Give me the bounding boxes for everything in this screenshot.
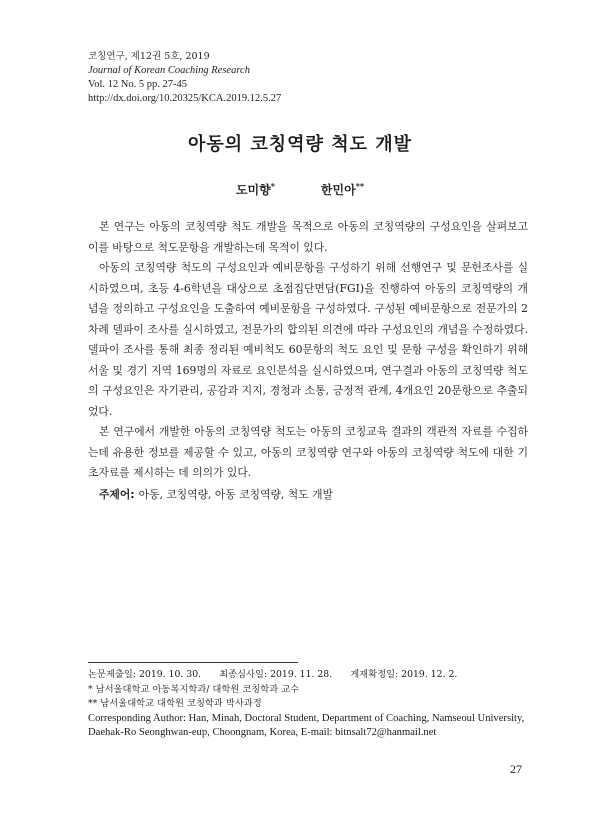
footnote-divider xyxy=(88,662,298,663)
submitted-date: 논문제출일: 2019. 10. 30. xyxy=(88,669,202,680)
footnotes xyxy=(88,668,538,741)
paper-title: 아동의 코칭역량 척도 개발 xyxy=(187,134,413,155)
corresponding-author-line-1: Corresponding Author: Han, Minah, Doctoral Student, Department of Coaching, Namseoul University, xyxy=(88,712,525,724)
journal-name-korean: 코칭연구, 제12권 5호, 2019 xyxy=(88,51,210,62)
keywords xyxy=(99,487,333,502)
page-number: 27 xyxy=(510,762,522,776)
author-line xyxy=(0,181,600,198)
doi-link[interactable]: http://dx.doi.org/10.20325/KCA.2019.12.5.27 xyxy=(88,93,282,104)
keywords-text: 아동, 코칭역량, 아동 코칭역량, 척도 개발 xyxy=(138,488,333,501)
journal-volume: Vol. 12 No. 5 pp. 27-45 xyxy=(88,79,187,90)
abstract-paragraph-2: 아동의 코칭역량 척도의 구성요인과 예비문항을 구성하기 위해 선행연구 및 문헌조사를 실시하였으며, 초등 4-6학년을 대상으로 초점집단면담(FGI)을 진행하여 아동의 코칭역량의 개념을 정의하고 구성요인을 도출하여 예비문항을 구성하였다. 구성된 예비문항으로 전문가의 2차례 델파이 조사를 실시하였고, 전문가의 합의된 의견에 따라 구성요인의 개념을 수정하였다. 델파이 조사를 통해 최종 정리된 예비척도 60문항의 척도 요인 및 문항 구성을 확인하기 위해 서울 및 경기 지역 169명의 자료로 요인분석을 실시하였으며, 연구결과 아동의 코칭역량 척도의 구성요인은 자기관리, 공감과 지지, 경청과 소통, 긍정적 관계, 4개요인 20문항으로 추출되었다. xyxy=(88,261,528,418)
journal-name-english: Journal of Korean Coaching Research xyxy=(88,65,250,76)
accepted-date: 게재확정일: 2019. 12. 2. xyxy=(350,669,458,680)
reviewed-date: 최종심사일: 2019. 11. 28. xyxy=(219,669,333,680)
abstract xyxy=(88,217,528,484)
review-dates xyxy=(88,668,538,683)
author-2-affiliation: ** 남서울대학교 대학원 코칭학과 박사과정 xyxy=(88,698,262,709)
journal-header xyxy=(88,50,281,106)
corresponding-author-line-2: Daehak-Ro Seonghwan-eup, Choongnam, Korea, E-mail: bitnsalt72@hanmail.net xyxy=(88,727,437,738)
author-2: 한민아** xyxy=(320,181,365,197)
author-1-affiliation: * 남서울대학교 아동복지학과/ 대학원 코칭학과 교수 xyxy=(88,683,300,695)
abstract-paragraph-1: 본 연구는 아동의 코칭역량 척도 개발을 목적으로 아동의 코칭역량의 구성요인을 살펴보고 이를 바탕으로 척도문항을 개발하는데 목적이 있다. xyxy=(88,220,528,254)
author-1: 도미향* xyxy=(235,181,275,197)
keywords-label: 주제어: xyxy=(99,488,135,501)
abstract-paragraph-3: 본 연구에서 개발한 아동의 코칭역량 척도는 아동의 코칭교육 결과의 객관적 자료를 수집하는데 유용한 정보를 제공할 수 있고, 아동의 코칭역량 연구와 아동의 코칭역량 척도에 대한 기초자료를 제시하는 데 의의가 있다. xyxy=(88,425,528,479)
